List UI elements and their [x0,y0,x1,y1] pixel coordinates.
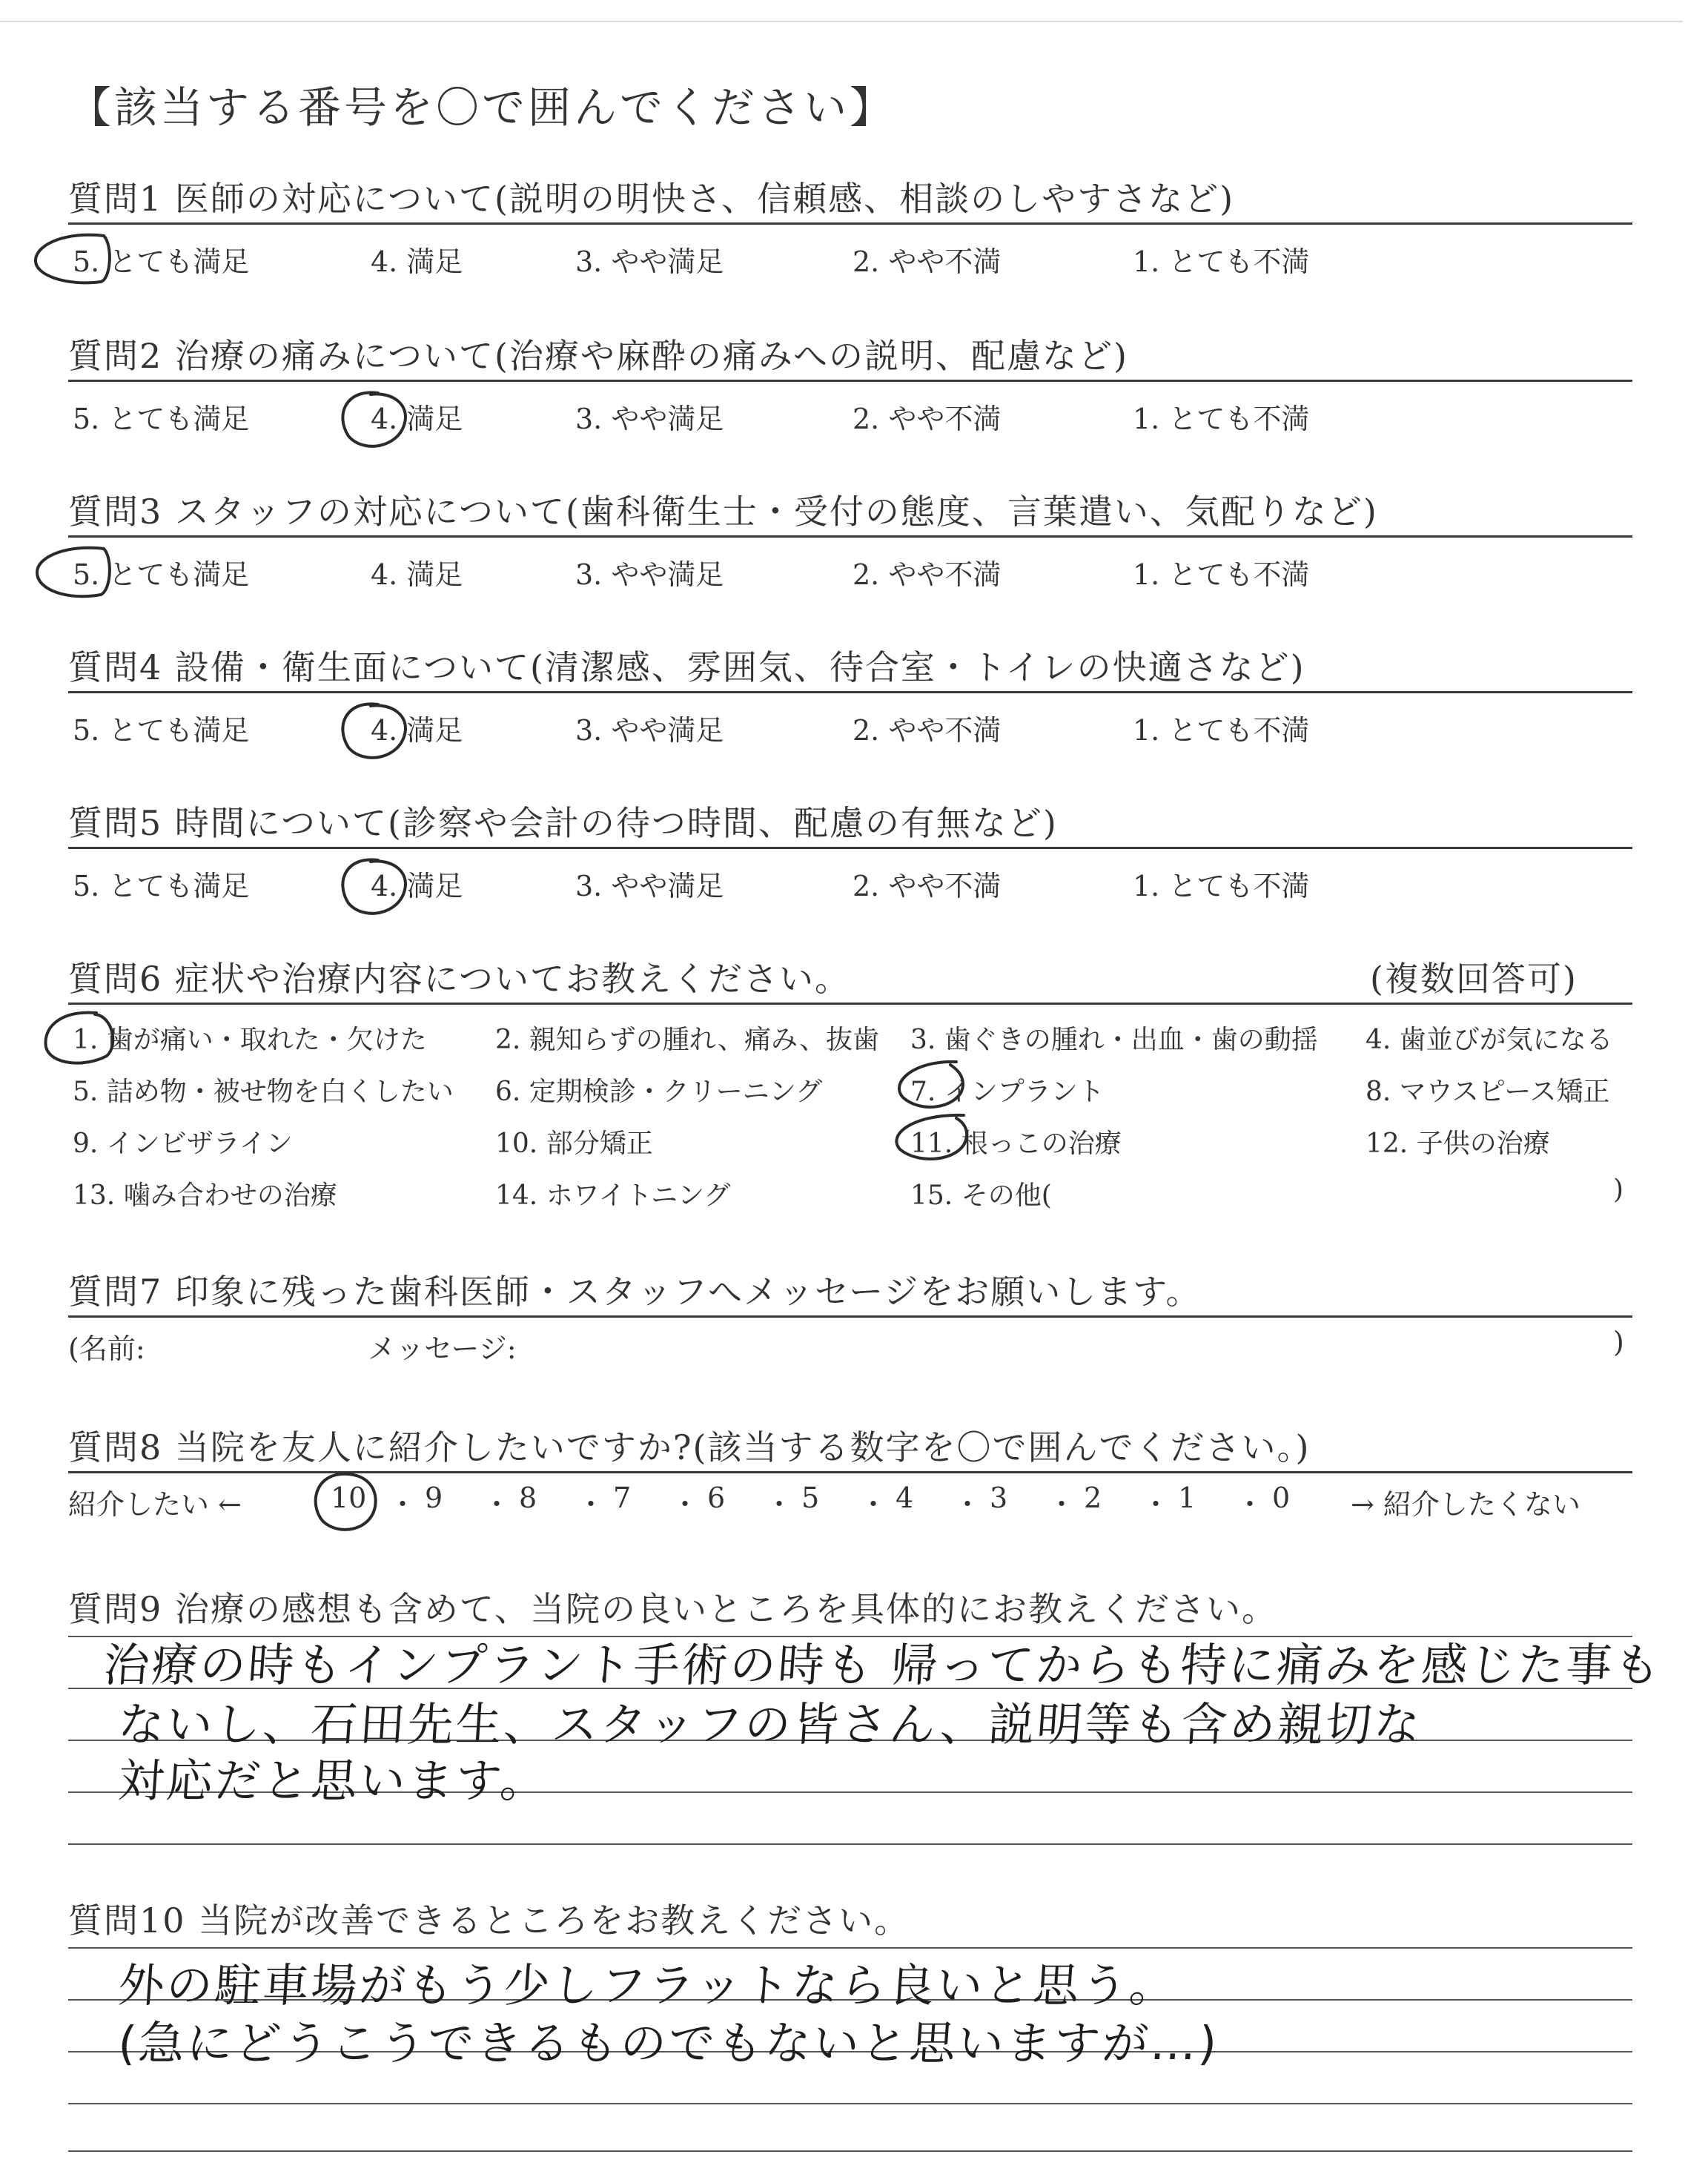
q10-answer-line-1: 外の駐車場がもう少しフラットなら良いと思う。 [116,1958,1179,2012]
q8-scale-separator: ・ [577,1488,606,1521]
q2-option-1[interactable]: 1. とても不満 [1133,403,1310,435]
q6-option-1[interactable]: 1. 歯が痛い・取れた・欠けた [73,1025,427,1055]
q8-scale-7[interactable]: 7 [613,1482,632,1514]
q3-option-3[interactable]: 3. やや満足 [575,558,724,591]
q6-option-7-circle [899,1062,963,1107]
question-7-label: 質問7 印象に残った歯科医師・スタッフへメッセージをお願いします。 [68,1272,1202,1312]
q8-scale-3[interactable]: 3 [990,1482,1008,1514]
question-2-label: 質問2 治療の痛みについて(治療や麻酔の痛みへの説明、配慮など) [68,336,1128,376]
question-10-label: 質問10 当院が改善できるところをお教えください。 [68,1900,910,1941]
q8-scale-10[interactable]: 10 [331,1482,367,1514]
q6-option-3[interactable]: 3. 歯ぐきの腫れ・出血・歯の動揺 [910,1025,1318,1055]
q6-option-15-close: ) [1613,1175,1624,1205]
q6-option-14[interactable]: 14. ホワイトニング [495,1180,731,1211]
q2-option-5[interactable]: 5. とても満足 [73,403,250,435]
q7-name-label: (名前: [68,1332,145,1365]
q6-option-6[interactable]: 6. 定期検診・クリーニング [495,1077,823,1107]
q6-option-15[interactable]: 15. その他( [910,1180,1052,1211]
q4-selection-circle [342,704,406,757]
q3-option-4[interactable]: 4. 満足 [371,558,463,591]
q1-option-5[interactable]: 5. とても満足 [73,245,250,278]
q7-close: ) [1613,1326,1624,1358]
q6-option-4[interactable]: 4. 歯並びが気になる [1366,1025,1613,1055]
q6-option-2[interactable]: 2. 親知らずの腫れ、痛み、抜歯 [495,1025,880,1055]
q8-scale-4[interactable]: 4 [896,1482,914,1514]
q8-scale-2[interactable]: 2 [1084,1482,1102,1514]
q8-scale-6[interactable]: 6 [707,1482,726,1514]
q6-option-11-circle [896,1115,967,1159]
q8-scale-separator: ・ [1047,1488,1076,1521]
q6-option-13[interactable]: 13. 噛み合わせの治療 [73,1180,337,1211]
q6-option-12[interactable]: 12. 子供の治療 [1366,1129,1550,1159]
q8-scale-separator: ・ [859,1488,888,1521]
q5-option-1[interactable]: 1. とても不満 [1133,870,1310,902]
q3-option-1[interactable]: 1. とても不満 [1133,558,1310,591]
q1-option-2[interactable]: 2. やや不満 [853,245,1002,278]
q4-option-3[interactable]: 3. やや満足 [575,714,724,747]
q4-option-5[interactable]: 5. とても満足 [73,714,250,747]
q3-selection-circle [37,548,110,597]
q6-option-11[interactable]: 11. 根っこの治療 [910,1129,1122,1159]
q8-scale-separator: ・ [671,1488,700,1521]
q2-option-4[interactable]: 4. 満足 [371,403,463,435]
q3-option-2[interactable]: 2. やや不満 [853,558,1002,591]
q8-scale-separator: ・ [953,1488,982,1521]
q1-option-4[interactable]: 4. 満足 [371,245,463,278]
q7-message-label: メッセージ: [368,1332,517,1365]
q1-option-3[interactable]: 3. やや満足 [575,245,724,278]
q5-option-5[interactable]: 5. とても満足 [73,870,250,902]
q8-scale-separator: ・ [1142,1488,1171,1521]
question-5-label: 質問5 時間について(診察や会計の待つ時間、配慮の有無など) [68,803,1058,843]
q6-option-10[interactable]: 10. 部分矯正 [495,1129,653,1159]
question-6-label: 質問6 症状や治療内容についてお教えください。 [68,959,850,999]
q1-selection-circle [36,235,110,283]
q8-scale-5[interactable]: 5 [801,1482,820,1514]
q8-right-label: → 紹介したくない [1351,1488,1580,1521]
q8-scale-separator: ・ [483,1488,512,1521]
question-1-label: 質問1 医師の対応について(説明の明快さ、信頼感、相談のしやすさなど) [68,179,1235,219]
q8-scale-9[interactable]: 9 [425,1482,443,1514]
q8-scale-0[interactable]: 0 [1272,1482,1291,1514]
q9-answer-line-2: ないし、石田先生、スタッフの皆さん、説明等も含め親切な [116,1697,1424,1751]
question-3-label: 質問3 スタッフの対応について(歯科衛生士・受付の態度、言葉遣い、気配りなど) [68,492,1378,532]
q5-option-2[interactable]: 2. やや不満 [853,870,1002,902]
q8-left-label: 紹介したい ← [68,1488,242,1521]
q1-option-1[interactable]: 1. とても不満 [1133,245,1310,278]
q6-option-9[interactable]: 9. インビザライン [73,1129,293,1159]
q5-option-3[interactable]: 3. やや満足 [575,870,724,902]
q6-option-1-circle [46,1013,113,1063]
q8-scale-separator: ・ [765,1488,794,1521]
q5-selection-circle [342,859,406,913]
q8-scale-8[interactable]: 8 [519,1482,537,1514]
q2-option-2[interactable]: 2. やや不満 [853,403,1002,435]
q5-option-4[interactable]: 4. 満足 [371,870,463,902]
question-4-label: 質問4 設備・衛生面について(清潔感、雰囲気、待合室・トイレの快適さなど) [68,647,1305,687]
question-6-note: (複数回答可) [1370,959,1578,999]
q2-option-3[interactable]: 3. やや満足 [575,403,724,435]
q8-scale-separator: ・ [388,1488,417,1521]
page-title: 【該当する番号を〇で囲んでください】 [68,82,896,133]
q9-answer-line-3: 対応だと思います。 [116,1754,551,1808]
q6-option-7[interactable]: 7. インプラント [910,1077,1105,1107]
q6-option-8[interactable]: 8. マウスピース矯正 [1366,1077,1610,1107]
q9-answer-line-1: 治療の時もインプラント手術の時も 帰ってからも特に痛みを感じた事も [102,1638,1664,1692]
q3-option-5[interactable]: 5. とても満足 [73,558,250,591]
q8-scale-separator: ・ [1236,1488,1265,1521]
q6-option-5[interactable]: 5. 詰め物・被せ物を白くしたい [73,1077,454,1107]
q8-selection-circle [316,1474,376,1530]
q8-scale-1[interactable]: 1 [1178,1482,1196,1514]
q4-option-2[interactable]: 2. やや不満 [853,714,1002,747]
q10-answer-line-2: (急にどうこうできるものでもないと思いますが…) [116,2016,1221,2070]
q2-selection-circle [342,392,406,446]
question-8-label: 質問8 当院を友人に紹介したいですか?(該当する数字を〇で囲んでください。) [68,1427,1311,1467]
question-9-label: 質問9 治療の感想も含めて、当院の良いところを具体的にお教えください。 [68,1589,1277,1629]
q4-option-1[interactable]: 1. とても不満 [1133,714,1310,747]
q4-option-4[interactable]: 4. 満足 [371,714,463,747]
